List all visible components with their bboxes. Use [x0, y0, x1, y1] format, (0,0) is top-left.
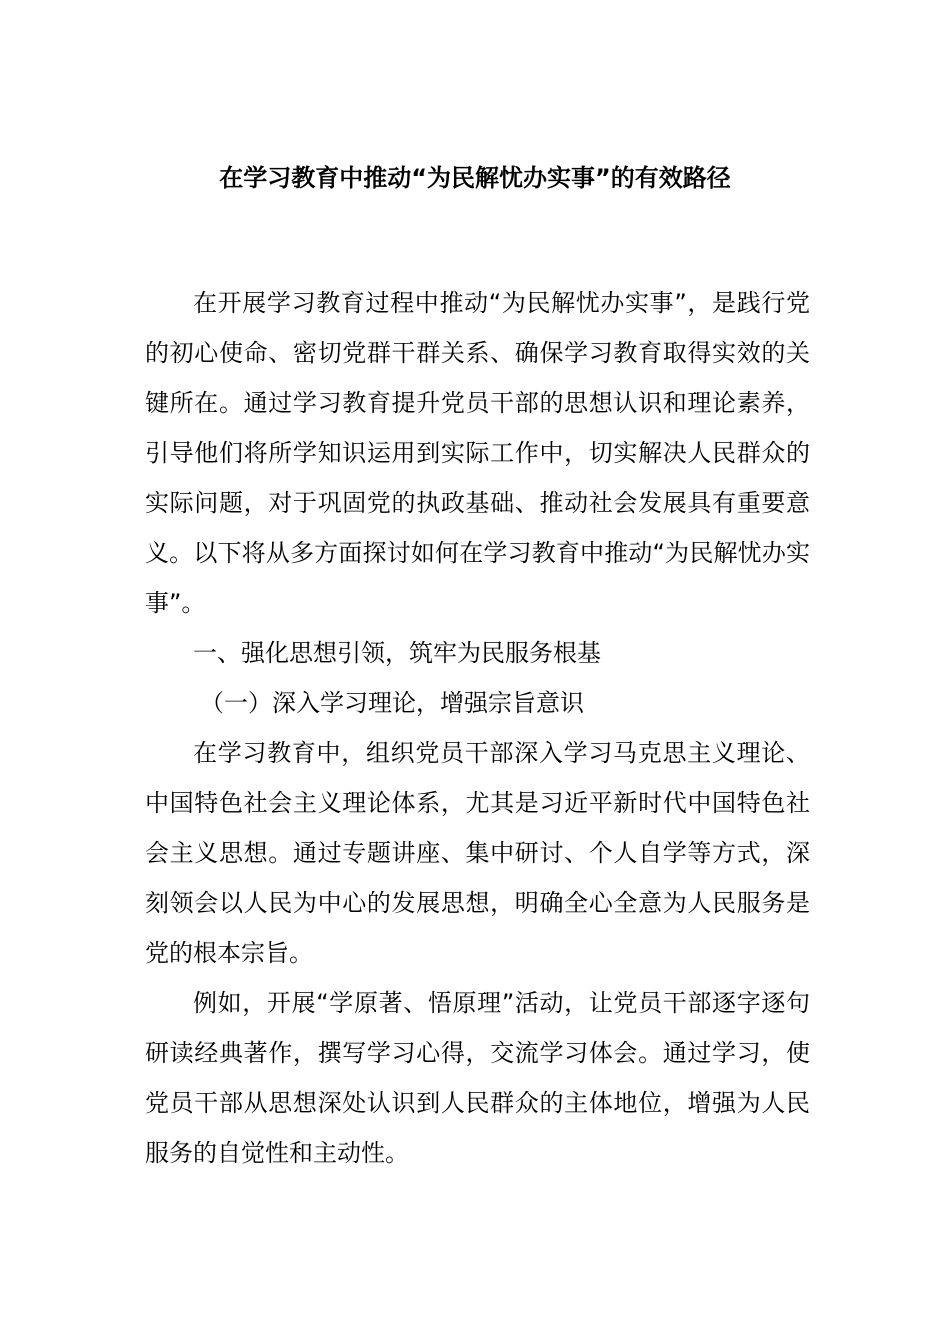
body-paragraph-1: 在学习教育中，组织党员干部深入学习马克思主义理论、中国特色社会主义理论体系，尤其是习近平新时代中国特色社会主义思想。通过专题讲座、集中研讨、个人自学等方式，深刻领会以人民为中心的发展思想，明确全心全意为人民服务是党的根本宗旨。: [145, 739, 810, 967]
intro-paragraph: 在开展学习教育过程中推动“为民解忧办实事”，是践行党的初心使命、密切党群干群关系、确保学习教育取得实效的关键所在。通过学习教育提升党员干部的思想认识和理论素养，引导他们将所学知识运用到实际工作中，切实解决人民群众的实际问题，对于巩固党的执政基础、推动社会发展具有重要意义。以下将从多方面探讨如何在学习教育中推动“为民解忧办实事”。: [145, 289, 810, 617]
body-paragraph-2: 例如，开展“学原著、悟原理”活动，让党员干部逐字逐句研读经典著作，撰写学习心得，交流学习体会。通过学习，使党员干部从思想深处认识到人民群众的主体地位，增强为人民服务的自觉性和主动性。: [145, 989, 810, 1167]
document-body: [145, 278, 810, 1178]
document-title: 在学习教育中推动“为民解忧办实事”的有效路径: [219, 164, 731, 192]
subsection-heading-1: （一）深入学习理论，增强宗旨意识: [200, 689, 584, 717]
section-heading-1: 一、强化思想引领，筑牢为民服务根基: [193, 639, 601, 667]
